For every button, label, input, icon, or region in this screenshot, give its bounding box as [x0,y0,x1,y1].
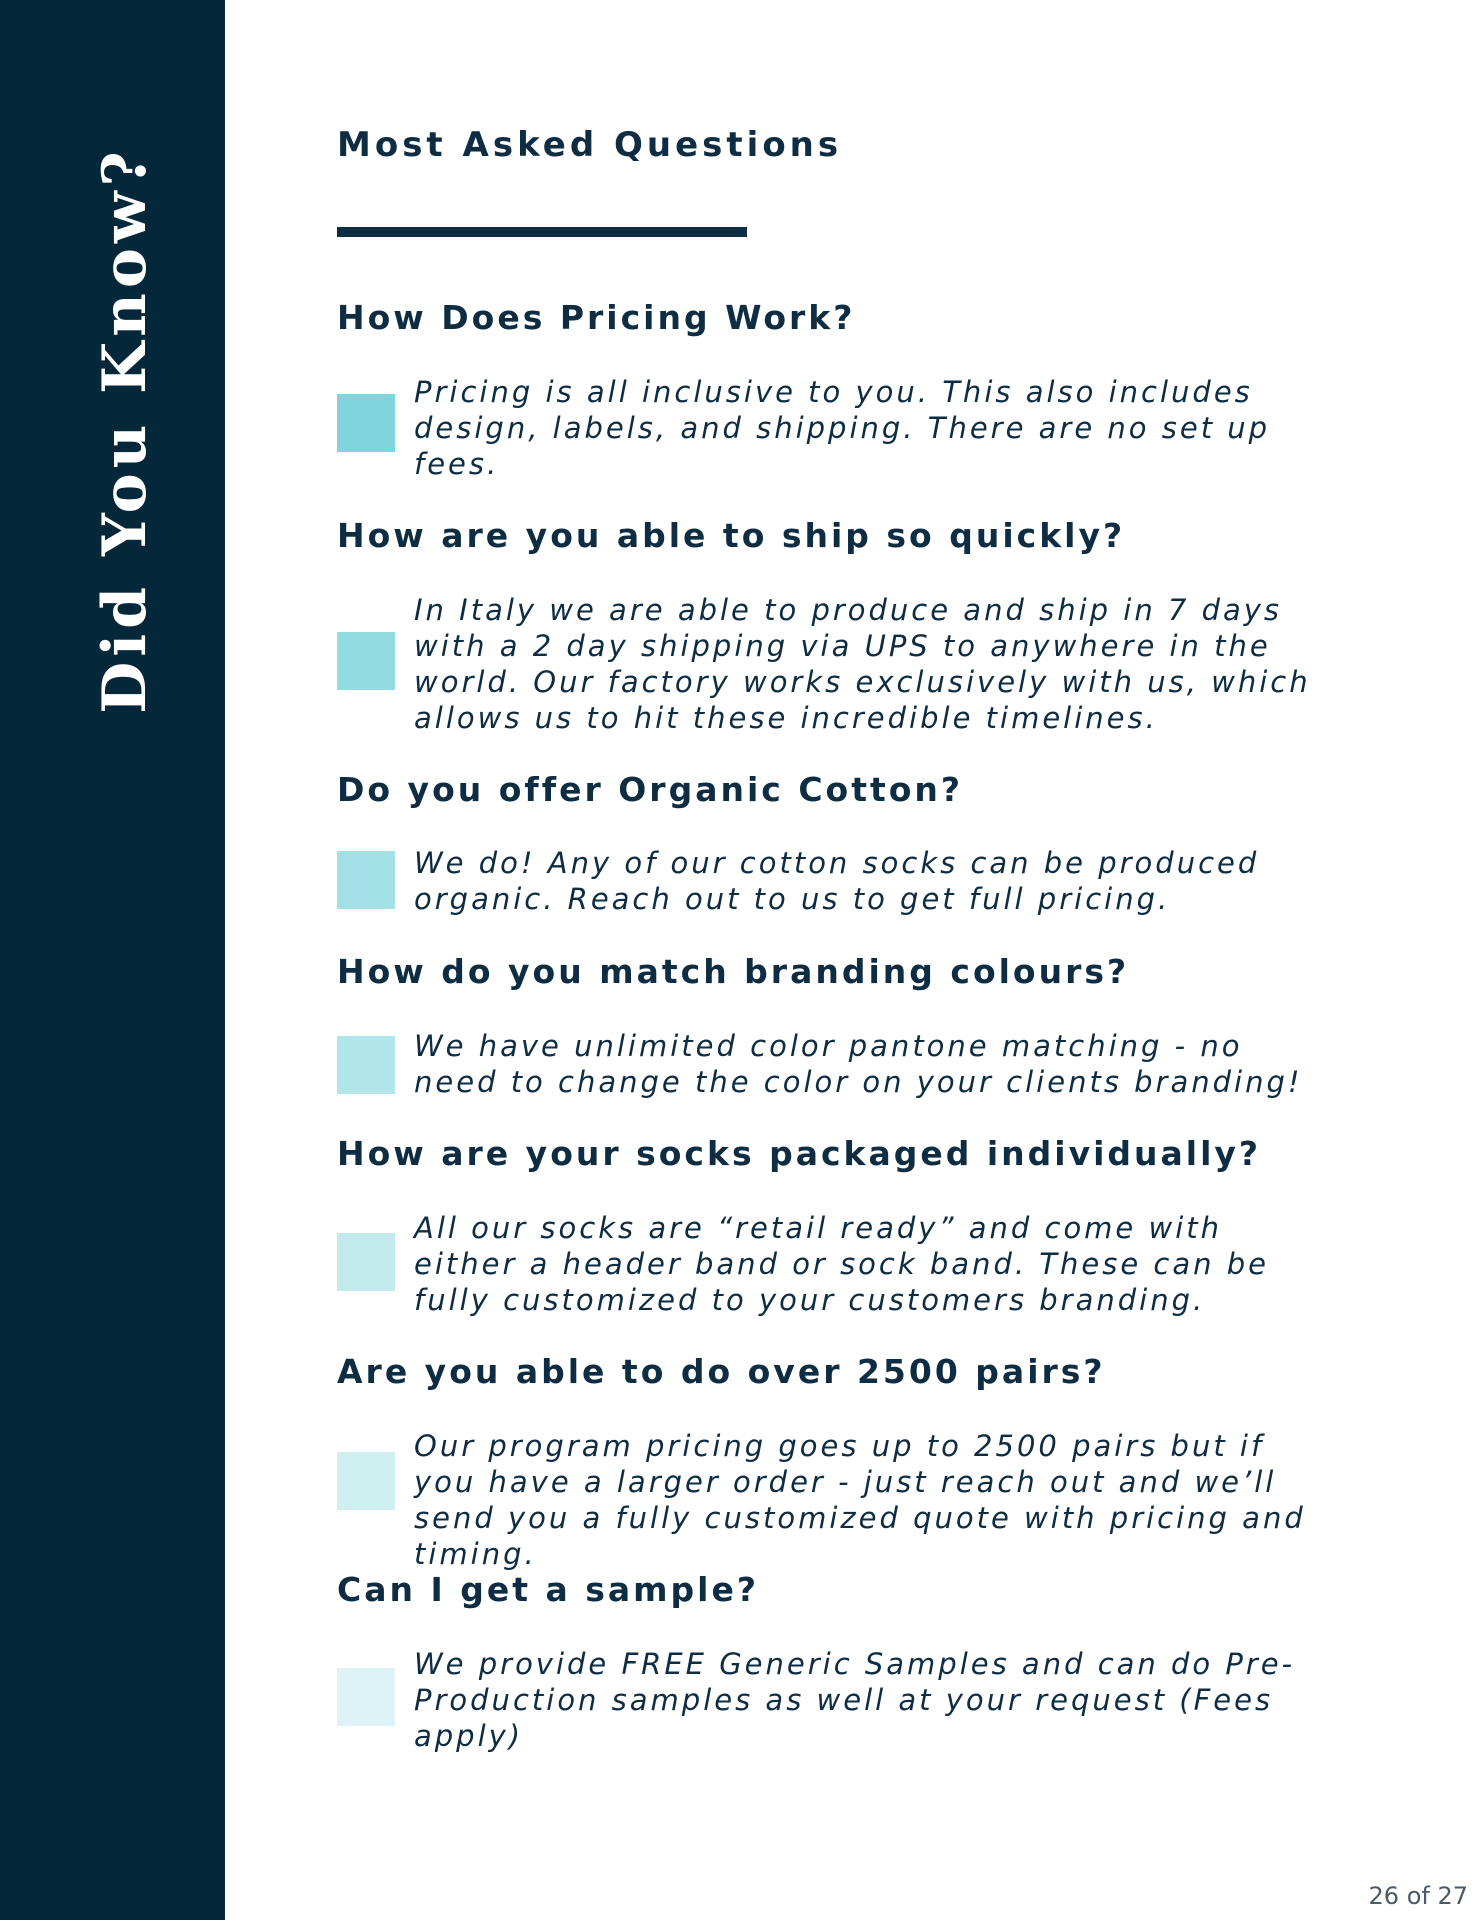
page-number: 26 of 27 [1368,1882,1468,1910]
faq-answer-sample: We provide FREE Generic Samples and can do Pre-Production samples as well at your request (Fees apply) [414,1647,1296,1753]
faq-answer-shipping: In Italy we are able to produce and ship in 7 days with a 2 day shipping via UPS to anywhere in the world. Our factory works exclusively with us, which allows us to hit these incredible timelines. [414,593,1311,735]
faq-answer-packaging: All our socks are “retail ready” and come with either a header band or sock band. These can be fully customized to your customers branding. [414,1211,1269,1317]
faq-question-sample: Can I get a sample? [337,1570,760,1609]
sidebar [0,0,225,1920]
faq-swatch-pricing [337,394,395,452]
faq-question-colours: How do you match branding colours? [337,952,1130,991]
faq-answer-volume: Our program pricing goes up to 2500 pairs but if you have a larger order - just reach out and we’ll send you a fully customized quote with pricing and timing. [414,1429,1306,1571]
title-divider [337,227,747,237]
faq-swatch-organic [337,851,395,909]
faq-question-pricing: How Does Pricing Work? [337,298,856,337]
faq-answer-pricing: Pricing is all inclusive to you. This also includes design, labels, and shipping. There are no set up fees. [414,375,1271,481]
faq-answer-colours: We have unlimited color pantone matching - no need to change the color on your clients branding! [414,1029,1303,1099]
faq-swatch-packaging [337,1233,395,1291]
section-title: Most Asked Questions [337,125,843,165]
faq-answer-organic: We do! Any of our cotton socks can be produced organic. Reach out to us to get full pricing. [414,846,1260,916]
faq-question-organic: Do you offer Organic Cotton? [337,770,964,809]
faq-question-shipping: How are you able to ship so quickly? [337,516,1126,555]
faq-question-volume: Are you able to do over 2500 pairs? [337,1352,1106,1391]
faq-swatch-shipping [337,632,395,690]
faq-swatch-volume [337,1452,395,1510]
faq-question-packaging: How are your socks packaged individually? [337,1134,1262,1173]
sidebar-title: Did You Know? [90,146,160,714]
faq-swatch-sample [337,1668,395,1726]
faq-swatch-colours [337,1036,395,1094]
